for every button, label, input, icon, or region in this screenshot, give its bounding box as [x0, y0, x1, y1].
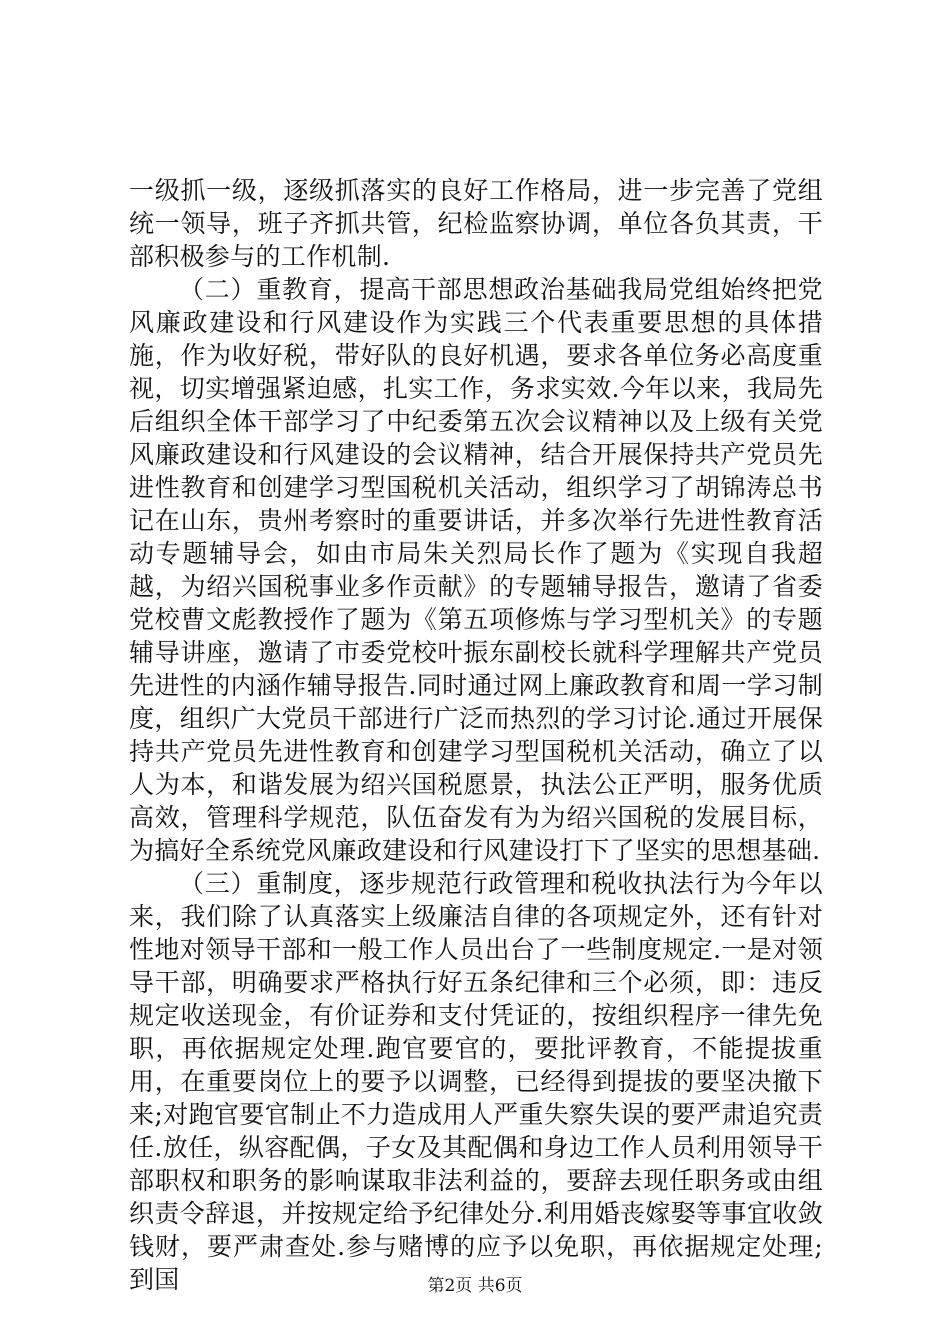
paragraph-2: （二）重教育，提高干部思想政治基础我局党组始终把党风廉政建设和行风建设作为实践三个代表重要思想的具体措施，作为收好税，带好队的良好机遇，要求各单位务必高度重视，切实增强紧迫感，扎实工作，务求实效.今年以来，我局先后组织全体干部学习了中纪委第五次会议精神以及上级有关党风廉政建设和行风建设的会议精神，结合开展保持共产党员先进性教育和创建学习型国税机关活动，组织学习了胡锦涛总书记在山东，贵州考察时的重要讲话，并多次举行先进性教育活动专题辅导会，如由市局朱关烈局长作了题为《实现自我超越，为绍兴国税事业多作贡献》的专题辅导报告，邀请了省委党校曹文彪教授作了题为《第五项修炼与学习型机关》的专题辅导讲座，邀请了市委党校叶振东副校长就科学理解共产党员先进性的内涵作辅导报告.同时通过网上廉政教育和周一学习制度，组织广大党员干部进行广泛而热烈的学习讨论.通过开展保持共产党员先进性教育和创建学习型国税机关活动，确立了以人为本，和谐发展为绍兴国税愿景，执法公正严明，服务优质高效，管理科学规范，队伍奋发有为为绍兴国税的发展目标，为搞好全系统党风廉政建设和行风建设打下了坚实的思想基础. — [129, 275, 823, 865]
paragraph-3: （三）重制度，逐步规范行政管理和税收执法行为今年以来，我们除了认真落实上级廉洁自律的各项规定外，还有针对性地对领导干部和一般工作人员出台了一些制度规定.一是对领导干部，明确要求严格执行好五条纪律和三个必须，即：违反规定收送现金，有价证券和支付凭证的，按组织程序一律先免职，再依据规定处理.跑官要官的，要批评教育，不能提拔重用，在重要岗位上的要予以调整，已经得到提拔的要坚决撤下来;对跑官要官制止不力造成用人严重失察失误的要严肃追究责任.放任，纵容配偶，子女及其配偶和身边工作人员利用领导干部职权和职务的影响谋取非法利益的，要辞去现任职务或由组织责令辞退，并按规定给予纪律处分.利用婚丧嫁娶等事宜收敛钱财，要严肃查处.参与赌博的应予以免职，再依据规定处理;到国 — [129, 869, 823, 1294]
document-body — [129, 174, 823, 1296]
paragraph-1: 一级抓一级，逐级抓落实的良好工作格局，进一步完善了党组统一领导，班子齐抓共管，纪检监察协调，单位各负其责，干部积极参与的工作机制. — [129, 176, 823, 271]
page-footer: 第2页 共6页 — [427, 1276, 523, 1296]
